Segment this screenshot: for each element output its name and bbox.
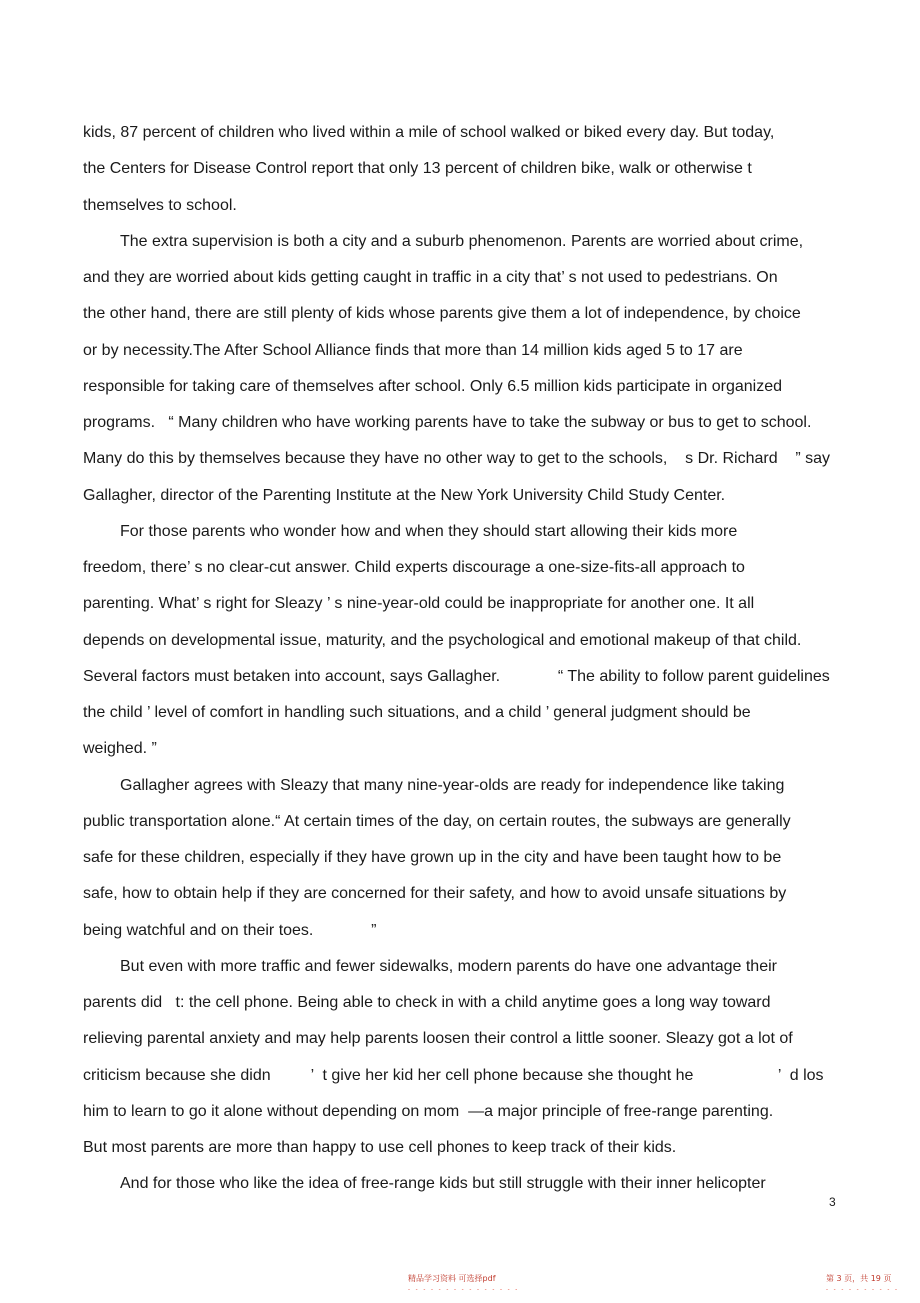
text-line: parenting. What’ s right for Sleazy ’ s nine-year-old could be inappropriate for another one. It all (83, 595, 755, 612)
text-line: the Centers for Disease Control report that only 13 percent of children bike, walk or otherwise t (83, 160, 752, 177)
text-line: Gallagher, director of the Parenting Institute at the New York University Child Study Center. (83, 487, 726, 504)
text-line: Several factors must betaken into account, says Gallagher. “ The ability to follow parent guidelines (83, 668, 830, 685)
text-line: Many do this by themselves because they have no other way to get to the schools, s Dr. Richard ” say (83, 450, 831, 467)
text-line: The extra supervision is both a city and a suburb phenomenon. Parents are worried about crime, (120, 233, 804, 250)
text-line: programs. “ Many children who have working parents have to take the subway or bus to get to school. (83, 414, 812, 431)
footer-page-count: 第 3 页，共 19 页 (826, 1274, 892, 1283)
text-line: relieving parental anxiety and may help parents loosen their control a little sooner. Sleazy got a lot of (83, 1030, 793, 1047)
text-line: the other hand, there are still plenty of kids whose parents give them a lot of independence, by choice (83, 305, 801, 322)
text-line: For those parents who wonder how and when they should start allowing their kids more (120, 523, 738, 540)
text-line: weighed. ” (83, 740, 157, 757)
text-line: safe, how to obtain help if they are concerned for their safety, and how to avoid unsafe situations by (83, 885, 787, 902)
text-line: But even with more traffic and fewer sidewalks, modern parents do have one advantage their (120, 958, 777, 975)
footer-right-dots: - - - - - - - - - - (826, 1287, 899, 1293)
text-line: being watchful and on their toes. ” (83, 922, 377, 939)
text-line: themselves to school. (83, 197, 237, 214)
text-line: And for those who like the idea of free-range kids but still struggle with their inner helicopter (120, 1175, 766, 1192)
text-line: But most parents are more than happy to use cell phones to keep track of their kids. (83, 1139, 677, 1156)
text-line: safe for these children, especially if they have grown up in the city and have been taught how to be (83, 849, 782, 866)
page-number: 3 (829, 1195, 836, 1209)
text-line: criticism because she didn ’ t give her kid her cell phone because she thought he ’ d los (83, 1067, 824, 1084)
text-line: public transportation alone.“ At certain times of the day, on certain routes, the subways are generally (83, 813, 791, 830)
footer-left-label: 精品学习资料 可选择pdf (408, 1274, 496, 1283)
text-line: the child ’ level of comfort in handling such situations, and a child ’ general judgment should be (83, 704, 751, 721)
text-line: or by necessity.The After School Alliance finds that more than 14 million kids aged 5 to 17 are (83, 342, 743, 359)
text-line: kids, 87 percent of children who lived within a mile of school walked or biked every day. But today, (83, 124, 775, 141)
text-line: freedom, there’ s no clear-cut answer. Child experts discourage a one-size-fits-all approach to (83, 559, 745, 576)
footer-left-dots: - - - - - - - - - - - - - - - (408, 1287, 520, 1293)
text-line: parents did t: the cell phone. Being able to check in with a child anytime goes a long way toward (83, 994, 771, 1011)
text-line: and they are worried about kids getting caught in traffic in a city that’ s not used to pedestrians. On (83, 269, 778, 286)
text-line: depends on developmental issue, maturity, and the psychological and emotional makeup of that child. (83, 632, 802, 649)
text-line: him to learn to go it alone without depending on mom —a major principle of free-range parenting. (83, 1103, 774, 1120)
text-line: responsible for taking care of themselves after school. Only 6.5 million kids participate in organized (83, 378, 783, 395)
text-line: Gallagher agrees with Sleazy that many nine-year-olds are ready for independence like taking (120, 777, 785, 794)
